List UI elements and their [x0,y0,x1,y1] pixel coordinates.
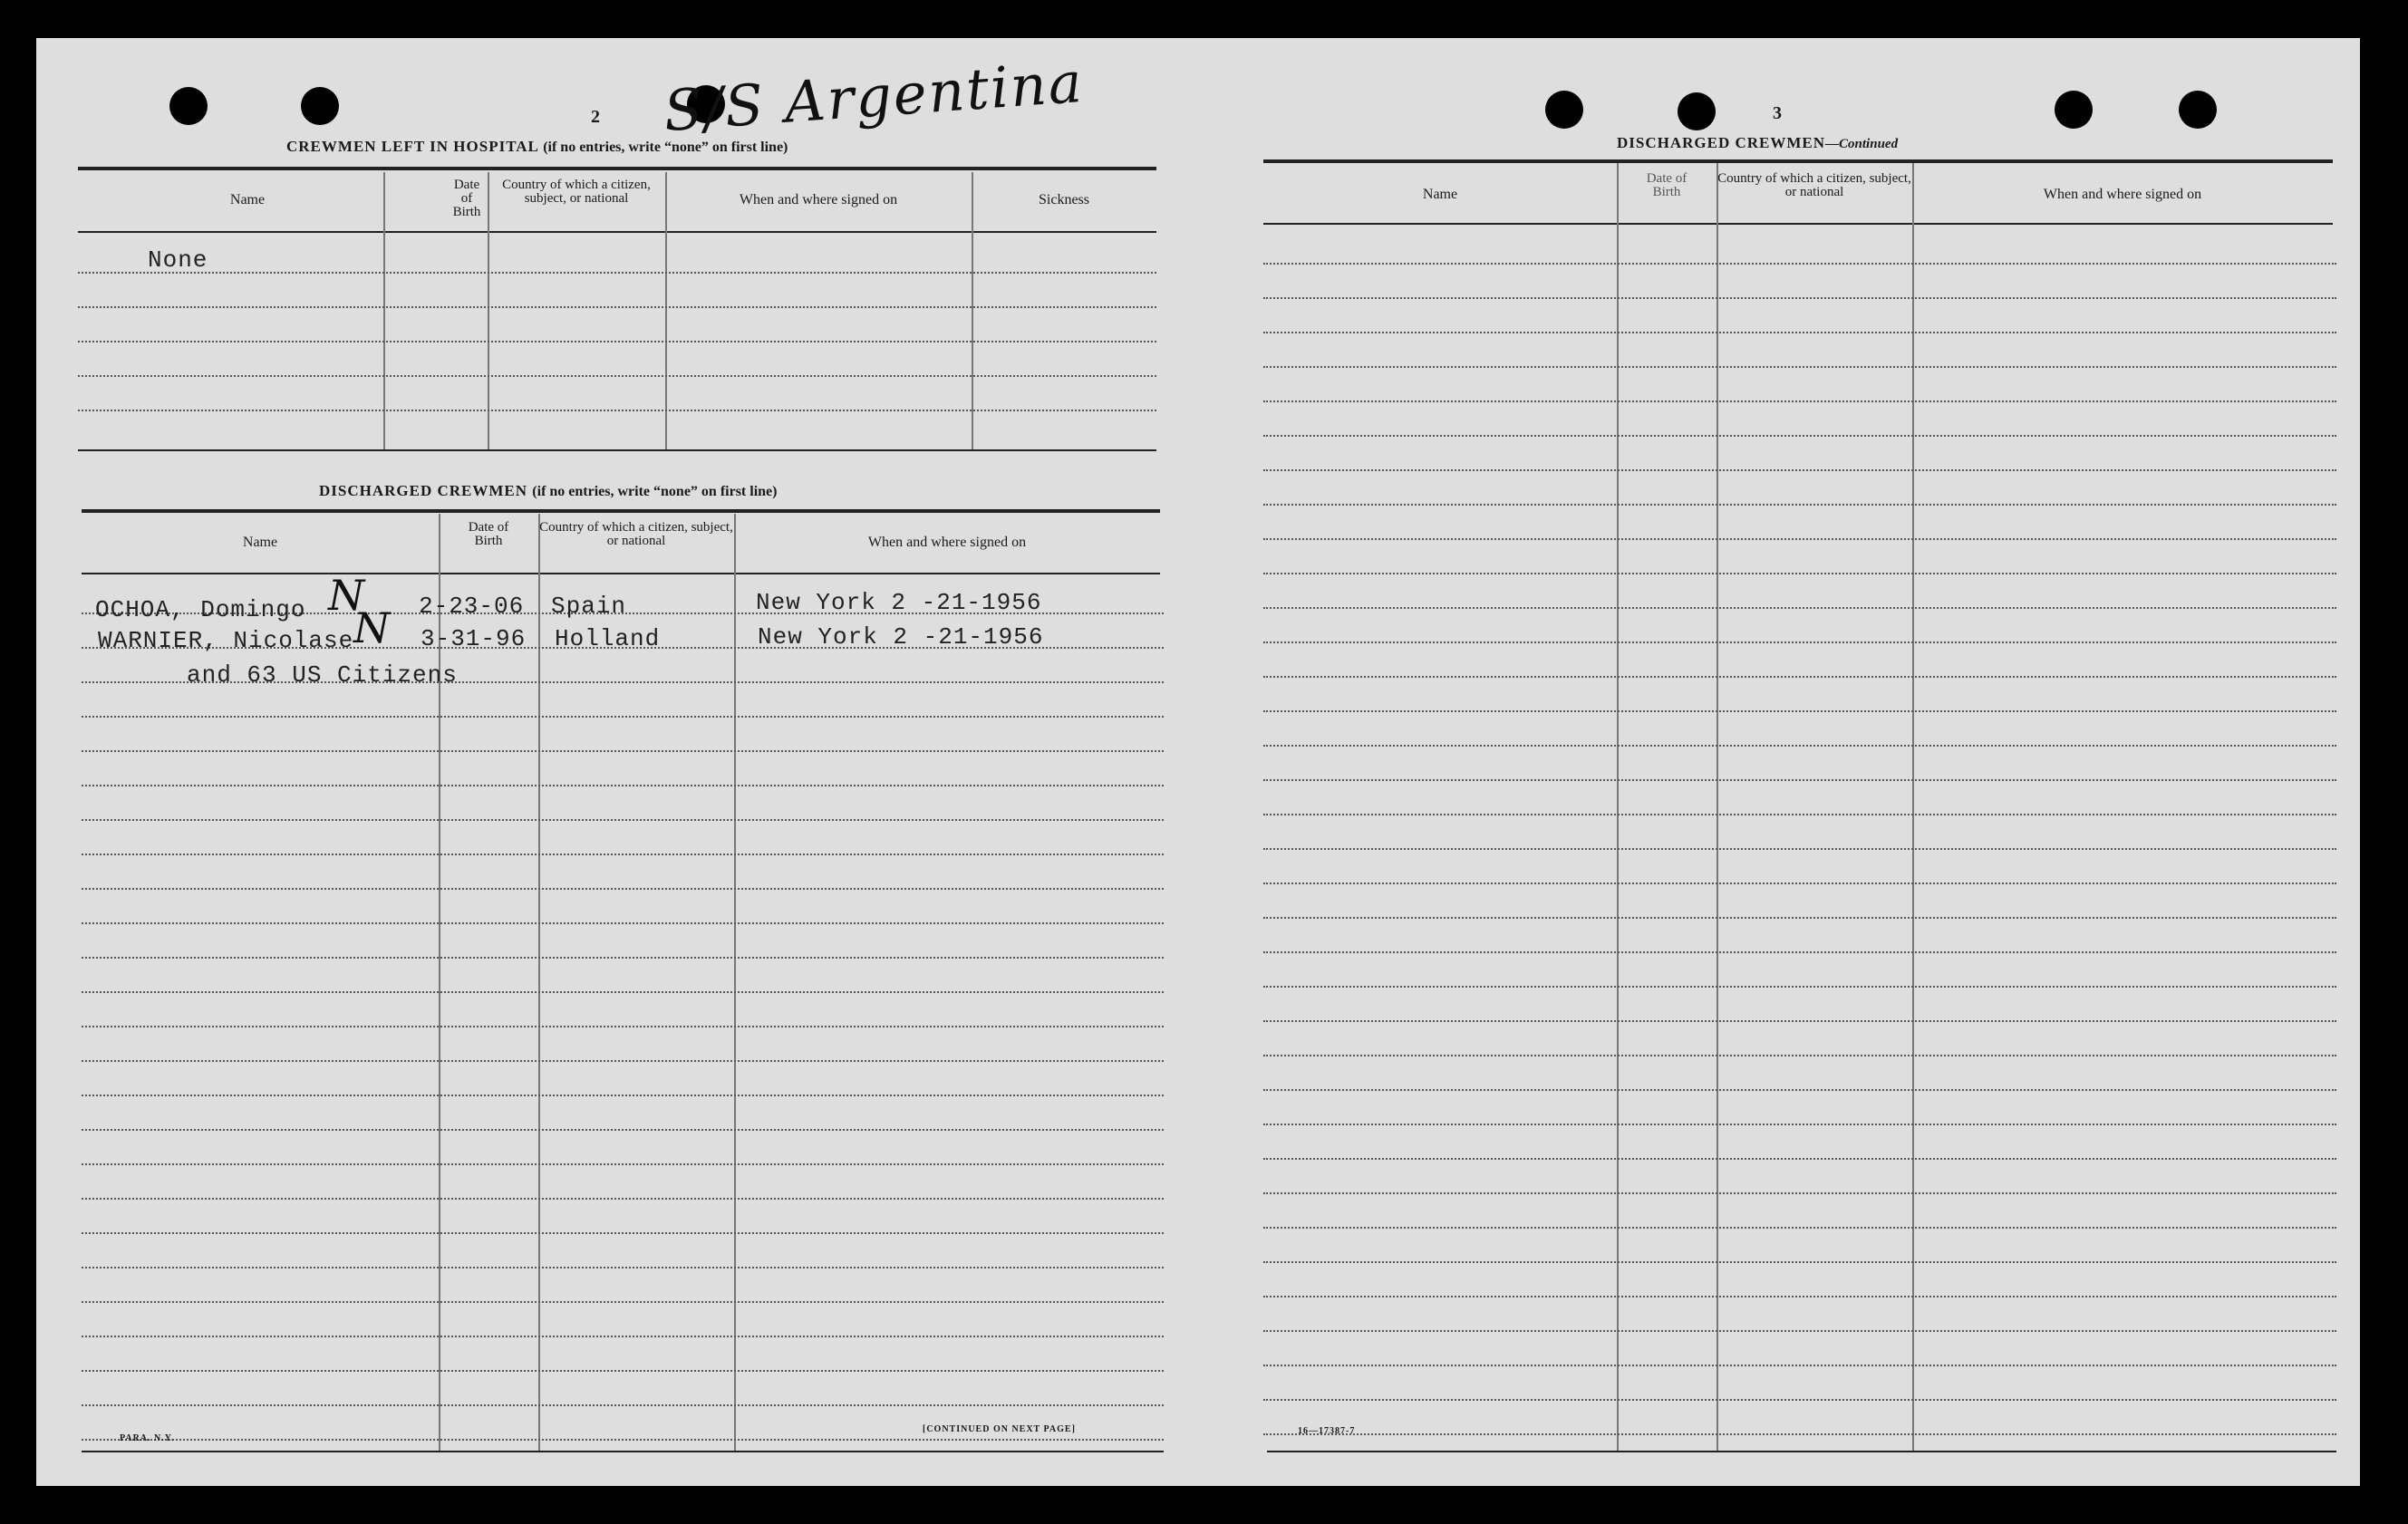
document-sheet [36,38,2360,1486]
hospital-entry-name: None [148,246,208,274]
hospital-row-line [78,306,1156,308]
right-row-line [1263,1020,2336,1022]
right-row-line [1263,332,2336,333]
right-divider [1912,163,1914,1452]
right-row-line [1263,435,2336,437]
discharged-row-line [82,785,1164,786]
punch-hole [169,87,208,125]
discharged-row-1-signed: New York 2 -21-1956 [756,589,1042,616]
footer-form-code: 16—17387-7 [1298,1426,1356,1436]
right-col-dob: Date of Birth [1646,171,1688,199]
hospital-top-rule [78,167,1156,170]
discharged-divider [439,514,440,1452]
page-number-right: 3 [1773,103,1782,123]
discharged-section-title [319,482,777,500]
discharged-row-line [82,1404,1164,1406]
hospital-title-text: CREWMEN LEFT IN HOSPITAL [286,138,538,155]
right-row-line [1263,848,2336,850]
footer-printer: PARA. N.Y. [120,1433,175,1443]
hospital-row-line [78,272,1156,274]
hospital-col-country: Country of which a citizen, subject, or national [502,178,651,206]
discharged-header-rule [82,573,1160,574]
hospital-header-rule [78,231,1156,233]
discharged-row-1-mark: N [328,571,365,620]
discharged-row-line [82,922,1164,924]
right-row-line [1263,573,2336,574]
discharged-row-line [82,1370,1164,1372]
right-row-line [1263,1158,2336,1160]
punch-hole [301,87,339,125]
discharged-row-line [82,1026,1164,1027]
right-row-line [1263,1089,2336,1091]
right-col-country: Country of which a citizen, subject, or national [1717,171,1911,199]
hospital-col-signed: When and where signed on [739,192,898,207]
right-row-line [1263,607,2336,609]
discharged-row-2-mark: N [353,603,391,652]
discharged-title-text: DISCHARGED CREWMEN [319,482,528,499]
right-row-line [1263,504,2336,506]
right-row-line [1263,1433,2336,1435]
discharged-row-line [82,1095,1164,1096]
punch-hole [2055,91,2093,129]
punch-hole [2179,91,2217,129]
discharged-col-signed: When and where signed on [867,535,1027,550]
discharged-col-dob: Date of Birth [468,520,509,548]
hospital-col-name: Name [229,192,266,207]
right-bottom-rule [1267,1451,2336,1452]
right-row-line [1263,1365,2336,1366]
right-row-line [1263,676,2336,678]
discharged-bottom-rule [82,1451,1164,1452]
discharged-row-2-dob: 3-31-96 [421,625,527,652]
hospital-section-title [286,138,788,156]
discharged-divider [734,514,736,1452]
right-col-signed: When and where signed on [2043,187,2202,202]
discharged-title-note: (if no entries, write “none” on first line) [532,484,778,499]
discharged-row-2-country: Holland [555,625,661,652]
discharged-row-line [82,1198,1164,1200]
right-row-line [1263,1261,2336,1263]
right-row-line [1263,641,2336,643]
punch-hole [1545,91,1583,129]
hospital-title-note: (if no entries, write “none” on first line) [543,140,788,155]
right-row-line [1263,1192,2336,1194]
handwritten-vessel-name: S/S Argentina [662,48,1086,145]
discharged-row-1-country: Spain [551,593,627,620]
discharged-continued-title-text: DISCHARGED CREWMEN [1617,134,1826,151]
discharged-row-line [82,1129,1164,1131]
right-top-rule [1263,159,2333,163]
discharged-row-line [82,888,1164,890]
punch-hole [1678,92,1716,130]
right-row-line [1263,538,2336,540]
right-row-line [1263,951,2336,953]
discharged-continued-suffix: —Continued [1825,137,1899,151]
right-divider [1617,163,1619,1452]
right-header-rule [1263,223,2333,225]
discharged-row-line [82,1439,1164,1441]
hospital-row-line [78,341,1156,342]
hospital-row-line [78,375,1156,377]
discharged-row-2-name: WARNIER, Nicolase [98,627,354,654]
hospital-col-sickness: Sickness [1039,192,1089,207]
discharged-row-1-name: OCHOA, Domingo [95,596,306,623]
right-row-line [1263,366,2336,368]
right-row-line [1263,814,2336,815]
right-divider [1717,163,1718,1452]
right-row-line [1263,1330,2336,1332]
right-row-line [1263,297,2336,299]
right-row-line [1263,1296,2336,1297]
right-row-line [1263,469,2336,471]
discharged-col-name: Name [242,535,278,550]
hospital-bottom-rule [78,449,1156,451]
discharged-row-line [82,1232,1164,1234]
right-row-line [1263,1124,2336,1125]
discharged-row-line [82,1267,1164,1268]
right-row-line [1263,1227,2336,1229]
page-number-left: 2 [591,107,600,127]
hospital-col-dob: Date of Birth [452,178,481,219]
right-col-name: Name [1422,187,1458,202]
discharged-row-line [82,991,1164,993]
discharged-row-line [82,750,1164,752]
discharged-row-1-dob: 2-23-06 [419,593,525,620]
discharged-row-line [82,1301,1164,1303]
footer-continued: [CONTINUED ON NEXT PAGE] [923,1424,1076,1434]
discharged-extra-line: and 63 US Citizens [187,661,458,689]
discharged-divider [538,514,540,1452]
discharged-top-rule [82,509,1160,513]
discharged-row-line [82,819,1164,821]
discharged-row-line [82,854,1164,855]
right-row-line [1263,400,2336,402]
discharged-row-line [82,957,1164,959]
discharged-col-country: Country of which a citizen, subject, or national [539,520,733,548]
hospital-row-line [78,410,1156,411]
right-row-line [1263,263,2336,265]
right-row-line [1263,1399,2336,1401]
right-row-line [1263,917,2336,919]
discharged-row-line [82,1336,1164,1337]
discharged-row-line [82,716,1164,718]
right-row-line [1263,745,2336,747]
discharged-continued-title [1617,134,1898,152]
discharged-row-line [82,1163,1164,1165]
right-row-line [1263,883,2336,884]
right-row-line [1263,779,2336,781]
right-row-line [1263,1055,2336,1056]
discharged-row-line [82,1060,1164,1062]
discharged-row-2-signed: New York 2 -21-1956 [758,623,1044,651]
right-row-line [1263,710,2336,712]
right-row-line [1263,986,2336,988]
